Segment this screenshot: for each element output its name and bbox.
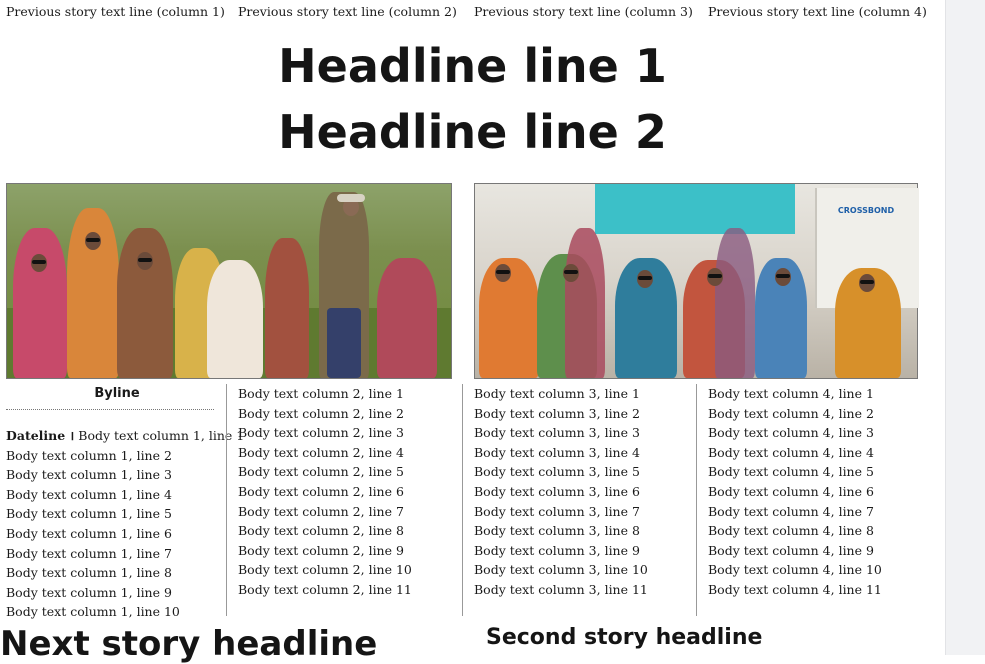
article-text-line: Body text column 1, line 2 (6, 447, 172, 463)
article-text-line: Body text column 2, line 3 (238, 425, 404, 441)
article-text-line: Body text column 4, line 8 (708, 523, 874, 539)
article-text-line: Body text column 3, line 10 (474, 562, 648, 578)
article-text-line: Body text column 1, line 8 (6, 565, 172, 581)
article-text-line: Body text column 2, line 6 (238, 483, 404, 499)
column-divider (462, 384, 463, 616)
headline-line-2: Headline line 2 (278, 105, 667, 159)
byline: Byline (94, 386, 140, 401)
article-text-line: Body text column 4, line 7 (708, 503, 874, 519)
column-divider (226, 384, 227, 616)
article-text-line: Body text column 3, line 4 (474, 444, 640, 460)
article-text-line: Body text column 4, line 6 (708, 483, 874, 499)
article-text-line: Body text column 1, line 7 (6, 545, 172, 561)
photo-indoor-camp (474, 183, 918, 379)
article-text-line: Body text column 2, line 5 (238, 464, 404, 480)
article-text-line: Body text column 3, line 2 (474, 405, 640, 421)
next-story-headline-right: Second story headline (486, 625, 763, 650)
article-text-line: Body text column 3, line 5 (474, 464, 640, 480)
article-text-line: Body text column 3, line 7 (474, 503, 640, 519)
article-text-line: Body text column 1, line 4 (6, 486, 172, 502)
article-text-line: Body text column 4, line 1 (708, 386, 874, 401)
article-text-line: Body text column 2, line 8 (238, 523, 404, 539)
article-text-line: Body text column 1, line 9 (6, 584, 172, 600)
article-text-line: Body text column 2, line 2 (238, 405, 404, 421)
article-text-line: Body text column 3, line 11 (474, 581, 648, 597)
article-text-line: Body text column 4, line 2 (708, 405, 874, 421)
article-text-line: Body text column 4, line 9 (708, 542, 874, 558)
headline-line-1: Headline line 1 (278, 39, 667, 93)
article-text-line: Body text column 2, line 1 (238, 386, 404, 401)
article-text-line: Body text column 2, line 4 (238, 444, 404, 460)
article-text-line: Body text column 3, line 6 (474, 483, 640, 499)
article-text-line: Body text column 2, line 7 (238, 503, 404, 519)
article-text-line: Body text column 4, line 11 (708, 581, 882, 597)
article-text-line: Body text column 1, line 10 (6, 604, 180, 620)
crossbond-banner: CROSSBOND (837, 206, 895, 215)
article-text-line: Body text column 1, line 3 (6, 467, 172, 483)
article-column-3 (474, 384, 686, 600)
lead-text: Body text column 1, line 1 (74, 428, 245, 443)
article-text-line: Body text column 2, line 11 (238, 581, 412, 597)
article-text-line: Body text column 4, line 10 (708, 562, 882, 578)
article-column-1-first-line (6, 426, 245, 446)
next-story-headline-left: Next story headline (0, 624, 378, 664)
previous-story-line-col2: Previous story text line (column 2) (238, 4, 457, 19)
article-text-line: Body text column 3, line 8 (474, 523, 640, 539)
byline-divider (6, 409, 214, 410)
previous-story-line-col4: Previous story text line (column 4) (708, 4, 927, 19)
article-text-line: Body text column 3, line 9 (474, 542, 640, 558)
article-text-line: Body text column 4, line 5 (708, 464, 874, 480)
article-text-line: Body text column 1, line 5 (6, 506, 172, 522)
photo-outdoor-camp (6, 183, 452, 379)
article-column-2 (238, 384, 452, 600)
article-text-line: Body text column 4, line 4 (708, 444, 874, 460)
dateline: Dateline । (6, 428, 75, 443)
previous-story-line-col1: Previous story text line (column 1) (6, 4, 225, 19)
previous-story-strip (0, 4, 945, 22)
article-text-line: Body text column 4, line 3 (708, 425, 874, 441)
article-text-line: Body text column 3, line 3 (474, 425, 640, 441)
article-column-4 (708, 384, 920, 600)
article-text-line: Body text column 1, line 6 (6, 525, 172, 541)
previous-story-line-col3: Previous story text line (column 3) (474, 4, 693, 19)
article-text-line: Body text column 3, line 1 (474, 386, 640, 401)
article-text-line: Body text column 2, line 10 (238, 562, 412, 578)
column-divider (696, 384, 697, 616)
article-column-1 (6, 426, 245, 622)
right-margin-gutter (945, 0, 985, 655)
article-text-line: Body text column 2, line 9 (238, 542, 404, 558)
